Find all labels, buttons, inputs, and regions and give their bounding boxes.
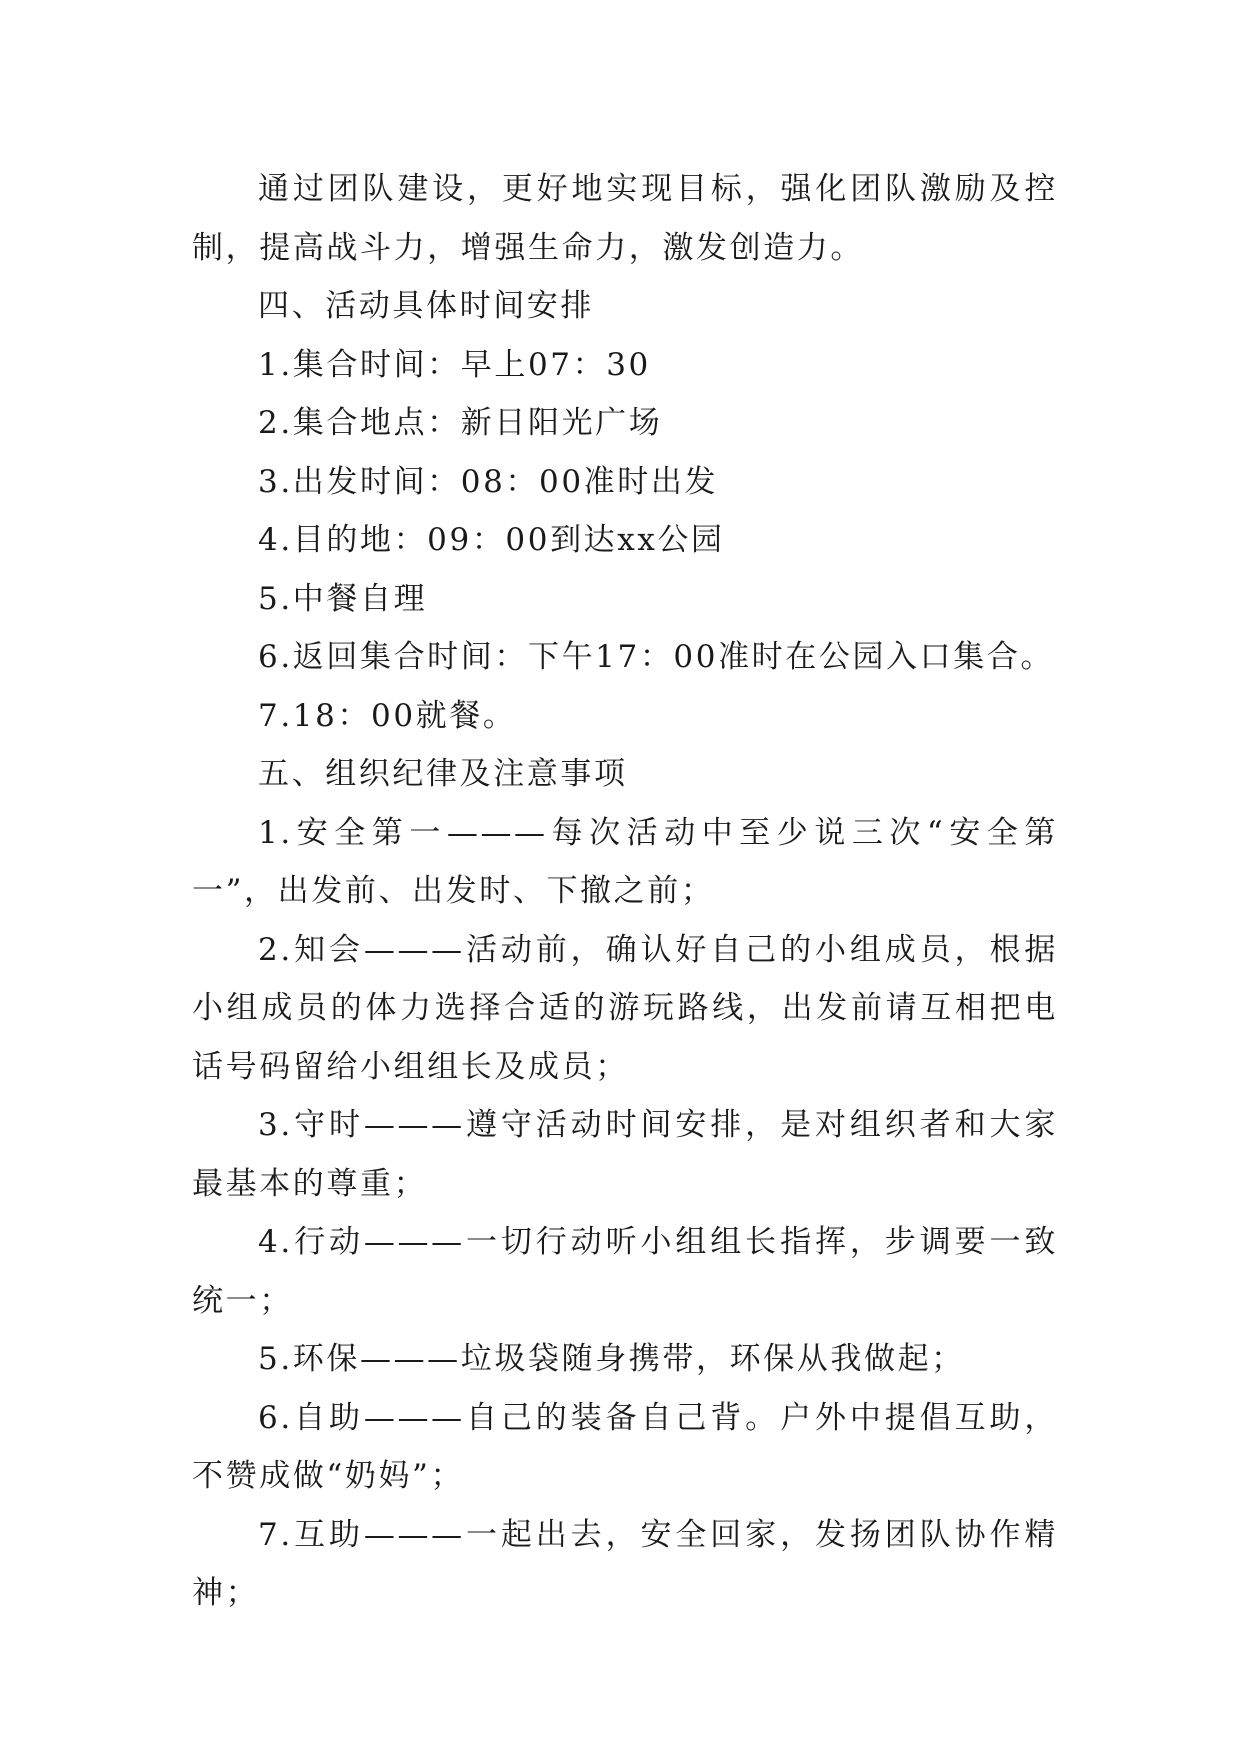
rule-item-action: 4.行动———一切行动听小组组长指挥，步调要一致统一； bbox=[192, 1224, 1058, 1319]
paragraph-team-building-goal: 通过团队建设，更好地实现目标，强化团队激励及控制，提高战斗力，增强生命力，激发创造力。 bbox=[192, 171, 1058, 266]
rule-item-mutual-help: 7.互助———一起出去，安全回家，发扬团队协作精神； bbox=[192, 1516, 1058, 1611]
rule-item-punctuality: 3.守时———遵守活动时间安排，是对组织者和大家最基本的尊重； bbox=[192, 1107, 1058, 1202]
rule-item-self-help: 6.自助———自己的装备自己背。户外中提倡互助，不赞成做“奶妈”； bbox=[192, 1399, 1058, 1494]
rule-item-safety: 1.安全第一———每次活动中至少说三次“安全第一”，出发前、出发时、下撤之前； bbox=[192, 814, 1058, 909]
schedule-item-departure-time: 3.出发时间：08：00准时出发 bbox=[258, 463, 719, 500]
rule-item-notify: 2.知会———活动前，确认好自己的小组成员，根据小组成员的体力选择合适的游玩路线，出发前请互相把电话号码留给小组组长及成员； bbox=[192, 931, 1058, 1085]
section-heading-schedule: 四、活动具体时间安排 bbox=[258, 288, 594, 324]
schedule-item-return-time: 6.返回集合时间：下午17：00准时在公园入口集合。 bbox=[258, 639, 1055, 675]
rule-item-environment: 5.环保———垃圾袋随身携带，环保从我做起； bbox=[258, 1341, 965, 1377]
schedule-item-gather-time: 1.集合时间：早上07：30 bbox=[258, 346, 651, 383]
schedule-item-lunch: 5.中餐自理 bbox=[258, 580, 428, 617]
document-body bbox=[192, 160, 1058, 1623]
schedule-item-dinner: 7.18：00就餐。 bbox=[258, 697, 517, 734]
section-heading-discipline: 五、组织纪律及注意事项 bbox=[258, 756, 628, 792]
schedule-item-gather-place: 2.集合地点：新日阳光广场 bbox=[258, 405, 663, 441]
schedule-item-destination: 4.目的地：09：00到达xx公园 bbox=[258, 522, 725, 558]
